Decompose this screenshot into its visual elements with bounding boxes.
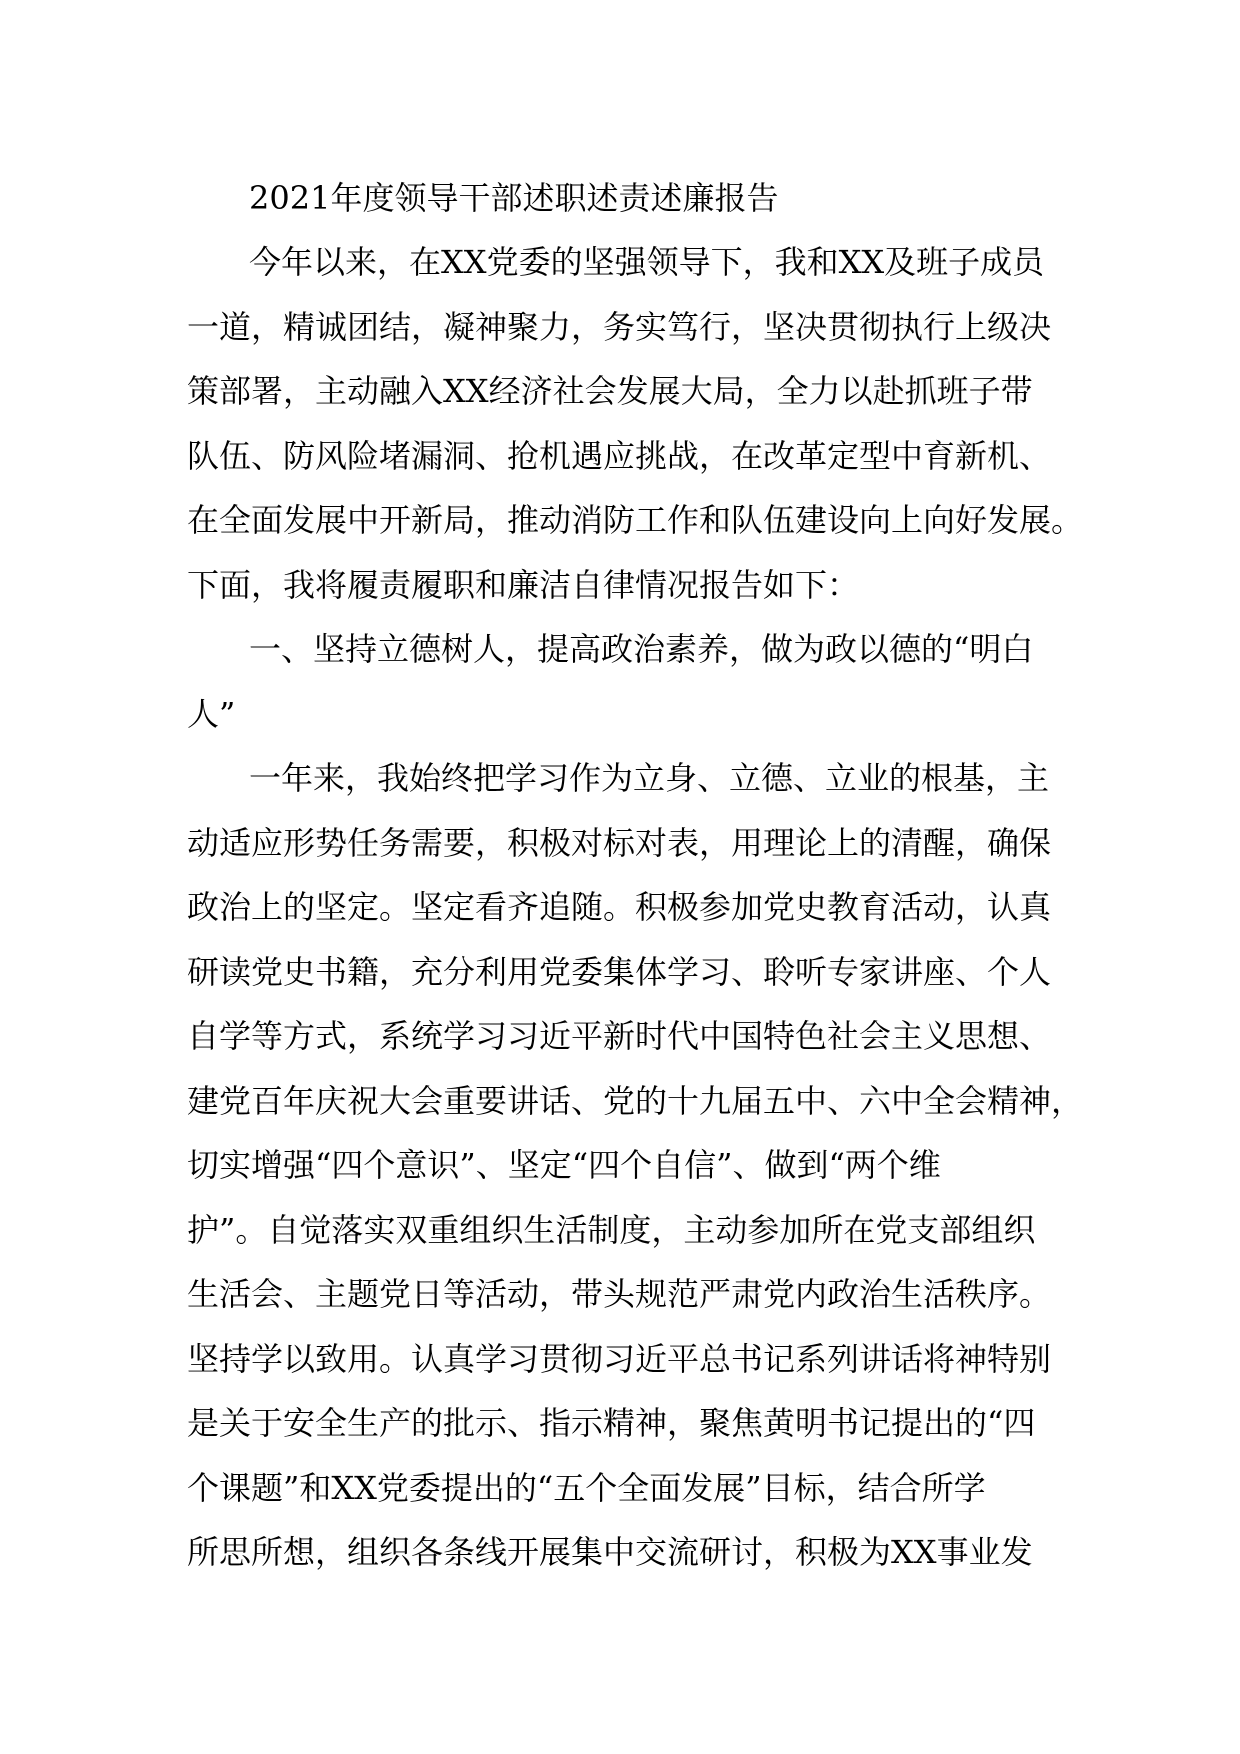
text-line: 今年以来，在XX党委的坚强领导下，我和XX及班子成员 <box>249 243 1045 281</box>
text-line: 建党百年庆祝大会重要讲话、党的十九届五中、六中全会精神， <box>187 1081 1084 1120</box>
text-line: 是关于安全生产的批示、指示精神，聚焦黄明书记提出的“四 <box>187 1404 1036 1442</box>
text-line: 坚持学以致用。认真学习贯彻习近平总书记系列讲话将神特别 <box>187 1339 1052 1378</box>
document-body <box>187 166 1087 1585</box>
text-line: 个课题”和XX党委提出的“五个全面发展”目标，结合所学 <box>187 1468 986 1507</box>
text-line: 护”。自觉落实双重组织生活制度，主动参加所在党支部组织 <box>187 1210 1036 1249</box>
text-line: 政治上的坚定。坚定看齐追随。积极参加党史教育活动，认真 <box>187 888 1052 926</box>
text-line: 生活会、主题党日等活动，带头规范严肃党内政治生活秩序。 <box>187 1275 1052 1313</box>
text-line: 切实增强“四个意识”、坚定“四个自信”、做到“两个维 <box>187 1146 941 1184</box>
text-line: 自学等方式，系统学习习近平新时代中国特色社会主义思想、 <box>187 1017 1052 1055</box>
text-line: 策部署，主动融入XX经济社会发展大局，全力以赴抓班子带 <box>187 372 1033 410</box>
document-title: 2021年度领导干部述职述责述廉报告 <box>249 179 779 217</box>
text-line: 一道，精诚团结，凝神聚力，务实笃行，坚决贯彻执行上级决 <box>187 307 1052 346</box>
text-line: 下面，我将履责履职和廉洁自律情况报告如下： <box>187 565 860 604</box>
text-line: 队伍、防风险堵漏洞、抢机遇应挑战，在改革定型中育新机、 <box>187 436 1052 475</box>
text-line: 人” <box>187 694 236 733</box>
text-line: 一年来，我始终把学习作为立身、立德、立业的根基，主 <box>249 759 1050 797</box>
text-line: 所思所想，组织各条线开展集中交流研讨，积极为XX事业发 <box>187 1533 1033 1571</box>
text-line: 动适应形势任务需要，积极对标对表，用理论上的清醒，确保 <box>187 823 1052 862</box>
document-text <box>187 230 1087 1585</box>
text-line: 研读党史书籍，充分利用党委集体学习、聆听专家讲座、个人 <box>187 952 1052 991</box>
text-line: 一、坚持立德树人，提高政治素养，做为政以德的“明白 <box>249 630 1034 668</box>
text-line: 在全面发展中开新局，推动消防工作和队伍建设向上向好发展。 <box>187 501 1084 539</box>
